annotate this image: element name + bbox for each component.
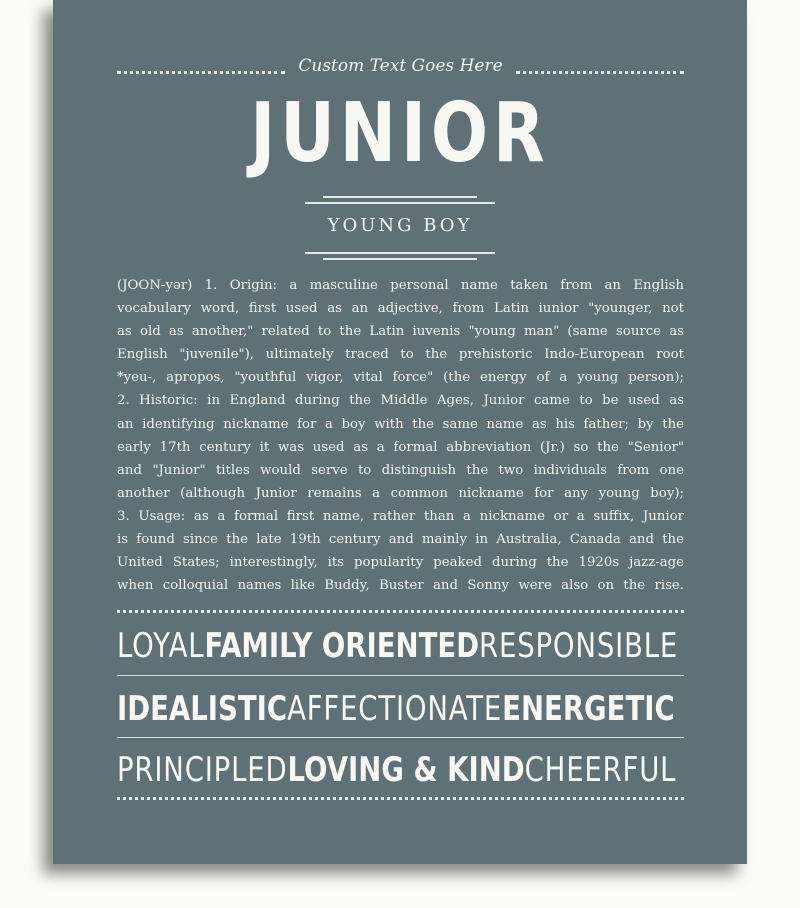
trait-row-1 [117,621,684,671]
definition-line: when colloquial names like Buddy, Buster and Sonny were also on the rise. [117,578,684,594]
trait-row-divider-2 [117,737,684,738]
name-poster [53,0,747,864]
dotted-divider-right [516,71,684,74]
definition-line: English "juvenile"), ultimately traced to the prehistoric Indo-European root [117,347,684,363]
title-rule-top-2 [305,202,495,204]
definition-line: and "Junior" titles would serve to distinguish the two individuals from one [117,462,684,478]
header-row [117,56,684,84]
trait-word: IDEALISTIC [117,689,288,729]
definition-line: early 17th century it was used as a formal abbreviation (Jr.) so the "Senior" [117,439,684,455]
definition-line: is found since the late 19th century and mainly in Australia, Canada and the [117,532,684,548]
trait-row-divider-1 [117,675,684,676]
definition-line: 2. Historic: in England during the Middle Ages, Junior came to be used as [117,393,684,409]
trait-word: ENERGETIC [502,689,675,729]
dotted-divider-traits-top [117,610,684,613]
trait-word: LOVING & KIND [287,750,525,790]
definition-line: United States; interestingly, its popularity peaked during the 1920s jazz-age [117,555,684,571]
name-meaning: YOUNG BOY [327,215,473,236]
trait-word: CHEERFUL [524,750,677,790]
definition-line: vocabulary word, first used as an adjective, from Latin iunior "younger, not [117,301,684,317]
title-rule-top-1 [323,196,477,198]
name-title: JUNIOR [250,86,550,181]
trait-word: AFFECTIONATE [287,689,503,729]
trait-word: RESPONSIBLE [479,626,679,666]
trait-word: PRINCIPLED [117,750,288,790]
definition-line: 3. Usage: as a formal first name, rather than a nickname or a suffix, Junior [117,508,684,524]
meaning-rule-bottom-2 [323,258,477,260]
definition-line: an identifying nickname for a boy with the same name as his father; by the [117,416,684,432]
definition-line: another (although Junior remains a common nickname for any young boy); [117,485,684,501]
trait-word: LOYAL [117,626,205,666]
trait-row-3 [117,745,684,795]
name-definition [117,274,684,597]
dotted-divider-traits-bottom [117,797,684,800]
meaning-rule-bottom-1 [305,252,495,254]
definition-line: as old as another," related to the Latin iuvenis "young man" (same source as [117,324,684,340]
definition-line: *yeu-, apropos, "youthful vigor, vital force" (the energy of a young person); [117,370,684,386]
trait-row-2 [117,684,684,734]
definition-line: (JOON-yər) 1. Origin: a masculine personal name taken from an English [117,278,684,293]
custom-text: Custom Text Goes Here [298,56,503,76]
trait-word: FAMILY ORIENTED [204,626,480,666]
